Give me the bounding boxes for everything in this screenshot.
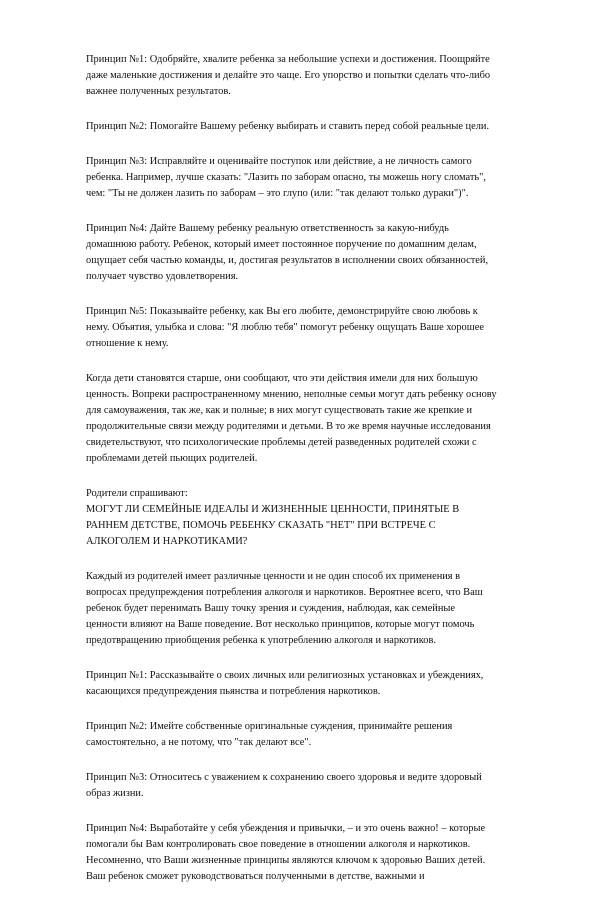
text-line: продолжительные связи между родителями и детьми. В то же время научные исследования [86, 421, 491, 432]
text-line: образ жизни. [86, 788, 144, 799]
text-line: ценности влияют на Ваше поведение. Вот несколько принципов, которые могут помочь [86, 619, 475, 630]
paragraph-values-principle-1 [86, 668, 556, 700]
text-line: самостоятельно, а не потому, что "так делают все". [86, 737, 312, 748]
paragraph-values-principle-4 [86, 821, 556, 885]
text-line: Принцип №3: Исправляйте и оценивайте поступок или действие, а не личность самого [86, 156, 472, 167]
text-line: проблемами детей пьющих родителей. [86, 453, 258, 464]
text-line: предотвращению приобщения ребенка к употреблению алкоголя и наркотиков. [86, 635, 436, 646]
paragraph-principle-5 [86, 304, 556, 352]
paragraph-principle-1 [86, 52, 556, 100]
text-line: ребенок будет перенимать Вашу точку зрения и суждения, наблюдая, как семейные [86, 603, 456, 614]
text-line: свидетельствуют, что психологические проблемы детей разведенных родителей схожи с [86, 437, 477, 448]
text-line: Ваш ребенок сможет руководствоваться полученными в детстве, важными и [86, 871, 425, 882]
text-line: для самоуважения, так же, как и полные; в них могут существовать такие же крепкие и [86, 405, 473, 416]
text-line: Принцип №2: Имейте собственные оригинальные суждения, принимайте решения [86, 721, 453, 732]
text-line: Принцип №4: Дайте Вашему ребенку реальную ответственность за какую-нибудь [86, 223, 449, 234]
text-line: домашнюю работу. Ребенок, который имеет постоянное поручение по домашним делам, [86, 239, 477, 250]
text-line: Принцип №4: Выработайте у себя убеждения и привычки, – и это очень важно! – которые [86, 823, 486, 834]
text-line: АЛКОГОЛЕМ И НАРКОТИКАМИ? [86, 536, 248, 547]
text-line: помогали бы Вам контролировать свое поведение в отношении алкоголя и наркотиков. [86, 839, 471, 850]
text-line: даже маленькие достижения и делайте это чаще. Его упорство и попытки сделать что-либо [86, 70, 491, 81]
text-line: касающихся предупреждения пьянства и потребления наркотиков. [86, 686, 381, 697]
text-line: вопросах предупреждения потребления алкоголя и наркотиков. Вероятнее всего, что Ваш [86, 587, 483, 598]
parents-question-heading [86, 486, 556, 550]
text-line: МОГУТ ЛИ СЕМЕЙНЫЕ ИДЕАЛЫ И ЖИЗНЕННЫЕ ЦЕННОСТИ, ПРИНЯТЫЕ В [86, 504, 460, 515]
paragraph-older-children [86, 371, 556, 467]
document-page [86, 52, 556, 904]
text-line: Принцип №2: Помогайте Вашему ребенку выбирать и ставить перед собой реальные цели. [86, 121, 490, 132]
text-line: Принцип №1: Рассказывайте о своих личных или религиозных установках и убеждениях, [86, 670, 484, 681]
paragraph-values-intro [86, 569, 556, 649]
text-line: ребенка. Например, лучше сказать: "Лазить по заборам опасно, ты можешь ногу сломать", [86, 172, 486, 183]
paragraph-principle-4 [86, 221, 556, 285]
paragraph-values-principle-3 [86, 770, 556, 802]
text-line: нему. Объятия, улыбка и слова: "Я люблю тебя" помогут ребенку ощущать Ваше хорошее [86, 322, 484, 333]
text-line: Принцип №5: Показывайте ребенку, как Вы его любите, демонстрируйте свою любовь к [86, 306, 478, 317]
text-line: Принцип №3: Относитесь с уважением к сохранению своего здоровья и ведите здоровый [86, 772, 482, 783]
text-line: чем: "Ты не должен лазить по заборам – это глупо (или: "так делают только дураки")". [86, 188, 469, 199]
paragraph-principle-2 [86, 119, 556, 135]
paragraph-principle-3 [86, 154, 556, 202]
text-line: получает чувство удовлетворения. [86, 271, 239, 282]
text-line: Принцип №1: Одобряйте, хвалите ребенка за небольшие успехи и достижения. Поощряйте [86, 54, 490, 65]
text-line: ценность. Вопреки распространенному мнению, неполные семьи могут дать ребенку основу [86, 389, 497, 400]
text-line: отношение к нему. [86, 338, 169, 349]
text-line: РАННЕМ ДЕТСТВЕ, ПОМОЧЬ РЕБЕНКУ СКАЗАТЬ "НЕТ" ПРИ ВСТРЕЧЕ С [86, 520, 436, 531]
text-line: ощущает себя частью команды, и, достигая результатов в исполнении своих обязанностей, [86, 255, 489, 266]
text-line: Несомненно, что Ваши жизненные принципы являются ключом к здоровью Ваших детей. [86, 855, 486, 866]
paragraph-values-principle-2 [86, 719, 556, 751]
text-line: Родители спрашивают: [86, 488, 188, 499]
text-line: Каждый из родителей имеет различные ценности и не один способ их применения в [86, 571, 461, 582]
text-line: важнее полученных результатов. [86, 86, 231, 97]
text-line: Когда дети становятся старше, они сообщают, что эти действия имели для них большую [86, 373, 478, 384]
